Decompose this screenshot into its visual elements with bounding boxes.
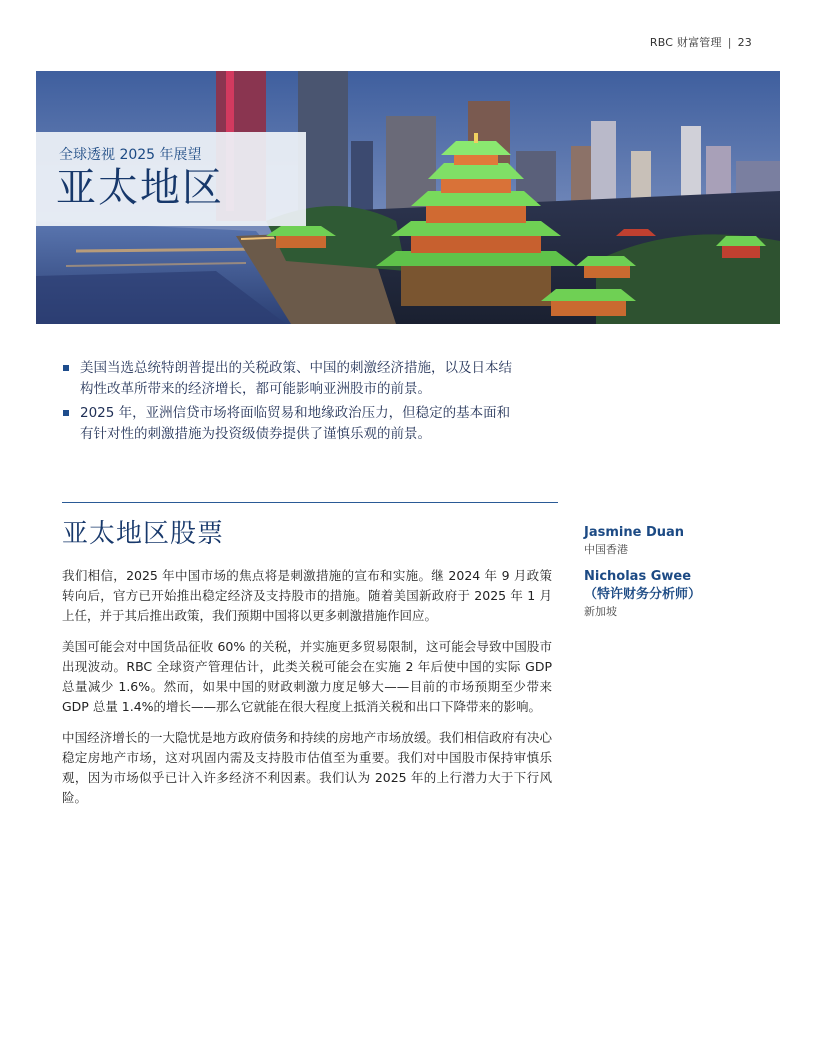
key-point xyxy=(62,358,512,399)
key-points-list xyxy=(62,358,512,448)
author-entry xyxy=(584,568,764,620)
author-location: 中国香港 xyxy=(584,543,628,556)
author-name: Nicholas Gwee xyxy=(584,569,692,584)
key-point-text: 2025 年，亚洲信贷市场将面临贸易和地缘政治压力，但稳定的基本面和有针对性的刺激措施为投资级债券提供了谨慎乐观的前景。 xyxy=(80,405,511,442)
page-number: 23 xyxy=(737,36,752,49)
author-credential: （特许财务分析师） xyxy=(584,587,702,602)
bullet-square-icon xyxy=(63,410,69,416)
author-location: 新加坡 xyxy=(584,605,617,618)
key-point xyxy=(62,403,512,444)
header-separator: | xyxy=(727,36,732,49)
bullet-square-icon xyxy=(63,365,69,371)
section-heading: 亚太地区股票 xyxy=(62,519,225,549)
author-name: Jasmine Duan xyxy=(584,525,685,540)
paragraph: 美国可能会对中国货品征收 60% 的关税，并实施更多贸易限制，这可能会导致中国股市出现波动。RBC 全球资产管理估计，此类关税可能会在实施 2 年后使中国的实际 GDP 总量减少 1.6%。然而，如果中国的财政刺激力度足够大——目前的市场预期至少带来GDP 总量 1.4%的增长——那么它就能在很大程度上抵消关税和出口下降带来的影响。 xyxy=(62,639,552,714)
page-header xyxy=(650,34,752,50)
report-subtitle: 全球透视 2025 年展望 xyxy=(59,147,202,163)
author-entry xyxy=(584,524,764,558)
paragraph: 我们相信，2025 年中国市场的焦点将是刺激措施的宣布和实施。继 2024 年 9 月政策转向后，官方已开始推出稳定经济及支持股市的措施。随着美国新政府于 2025 年 1 月上任，并于其后推出政策，我们预期中国将以更多刺激措施作回应。 xyxy=(62,568,552,623)
page-title: 亚太地区 xyxy=(56,165,224,211)
paragraph: 中国经济增长的一大隐忧是地方政府债务和持续的房地产市场放缓。我们相信政府有决心稳定房地产市场，这对巩固内需及支持股市估值至为重要。我们对中国股市保持审慎乐观，因为市场似乎已计入许多经济不利因素。我们认为 2025 年的上行潜力大于下行风险。 xyxy=(62,730,552,805)
article-body xyxy=(62,566,552,819)
brand-name: RBC 财富管理 xyxy=(649,36,722,49)
key-point-text: 美国当选总统特朗普提出的关税政策、中国的刺激经济措施，以及日本结构性改革所带来的经济增长，都可能影响亚洲股市的前景。 xyxy=(80,360,512,397)
authors-sidebar xyxy=(584,524,764,630)
section-divider xyxy=(62,502,558,503)
